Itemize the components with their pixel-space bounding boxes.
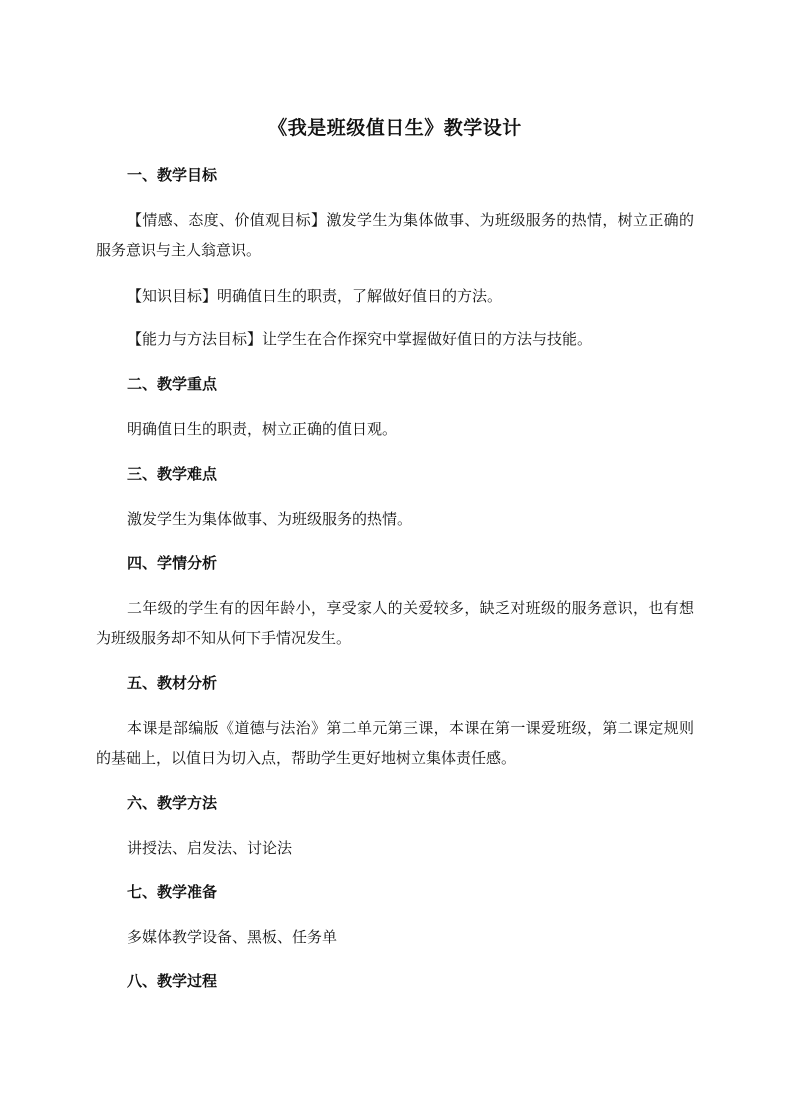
- heading-process: 八、教学过程: [127, 972, 218, 990]
- key-points-text: 明确值日生的职责，树立正确的值日观。: [127, 420, 398, 438]
- heading-objectives: 一、教学目标: [127, 166, 218, 184]
- heading-learner-analysis: 四、学情分析: [127, 554, 218, 572]
- objective-emotion: 【情感、态度、价值观目标】激发学生为集体做事、为班级服务的热情，树立正确的服务意识与主人翁意识。: [96, 211, 694, 259]
- heading-key-points: 二、教学重点: [127, 375, 218, 393]
- heading-material-analysis: 五、教材分析: [127, 674, 218, 692]
- methods-text: 讲授法、启发法、讨论法: [127, 839, 293, 857]
- objective-ability: 【能力与方法目标】让学生在合作探究中掌握做好值日的方法与技能。: [127, 330, 593, 348]
- preparation-text: 多媒体教学设备、黑板、任务单: [127, 928, 338, 946]
- heading-difficulties: 三、教学难点: [127, 465, 218, 483]
- objective-knowledge: 【知识目标】明确值日生的职责，了解做好值日的方法。: [127, 287, 503, 305]
- material-analysis-text: 本课是部编版《道德与法治》第二单元第三课，本课在第一课爱班级，第二课定规则的基础上，以值日为切入点，帮助学生更好地树立集体责任感。: [96, 719, 694, 767]
- learner-analysis-text: 二年级的学生有的因年龄小，享受家人的关爱较多，缺乏对班级的服务意识，也有想为班级服务却不知从何下手情况发生。: [96, 599, 694, 647]
- heading-preparation: 七、教学准备: [127, 883, 218, 901]
- heading-methods: 六、教学方法: [127, 794, 218, 812]
- document-title: 《我是班级值日生》教学设计: [268, 117, 522, 139]
- difficulties-text: 激发学生为集体做事、为班级服务的热情。: [127, 510, 413, 528]
